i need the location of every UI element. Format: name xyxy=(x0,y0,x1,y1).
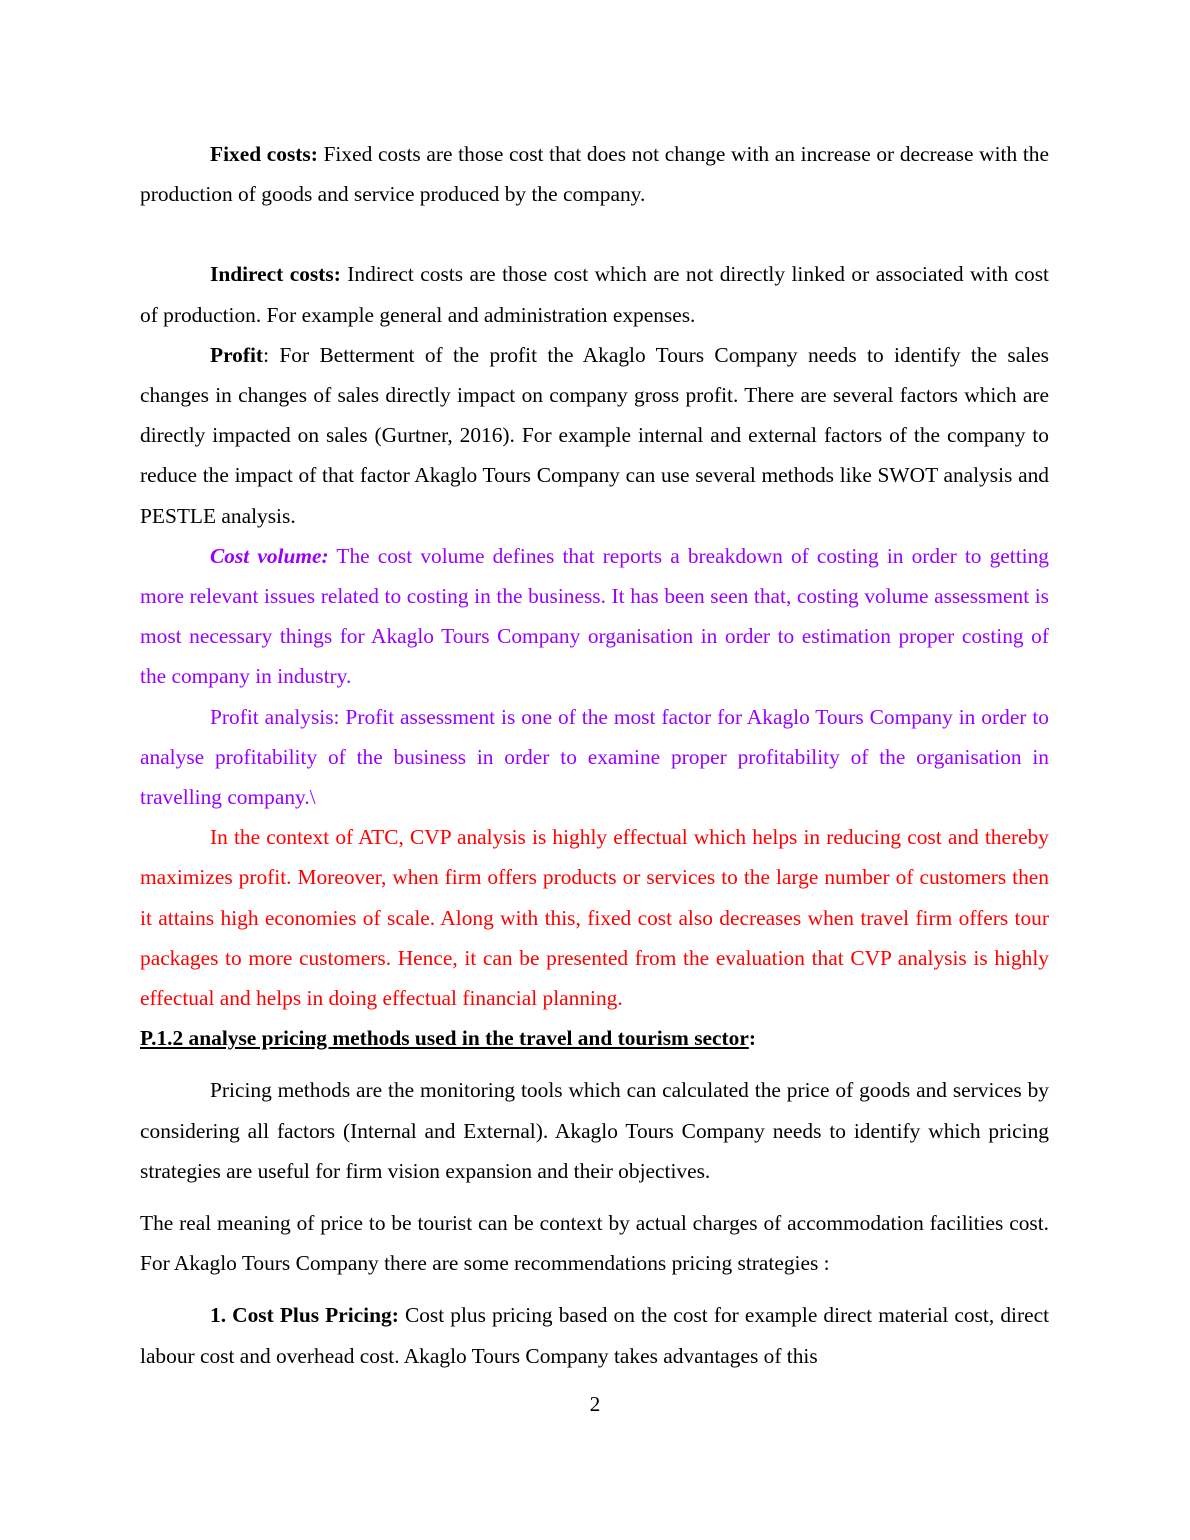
term-cost-plus: 1. Cost Plus Pricing: xyxy=(210,1303,399,1328)
text-profit-analysis: Profit analysis: Profit assessment is one of the most factor for Akaglo Tours Company in order to analyse profitability of the business in order to examine proper profitability of the organisation in travelling company.\ xyxy=(140,704,1049,810)
text-pricing-methods: Pricing methods are the monitoring tools which can calculated the price of goods and services by considering all factors (Internal and External). Akaglo Tours Company needs to identify which pricing strategies are useful for firm vision expansion and their objectives. xyxy=(140,1078,1049,1183)
text-real-meaning: The real meaning of price to be tourist can be context by actual charges of accommodation facilities cost. For Akaglo Tours Company there are some recommendations pricing strategies : xyxy=(140,1211,1049,1276)
paragraph-fixed-costs xyxy=(140,134,1049,214)
paragraph-cvp-context xyxy=(140,817,1049,1018)
text-cvp-context: In the context of ATC, CVP analysis is highly effectual which helps in reducing cost and thereby maximizes profit. Moreover, when firm offers products or services to the large number of customers then it attains high economies of scale. Along with this, fixed cost also decreases when travel firm offers tour packages to more customers. Hence, it can be presented from the evaluation that CVP analysis is highly effectual and helps in doing effectual financial planning. xyxy=(140,825,1049,1011)
section-heading-text: P.1.2 analyse pricing methods used in the travel and tourism sector xyxy=(140,1026,749,1051)
term-indirect-costs: Indirect costs: xyxy=(210,262,341,287)
paragraph-cost-volume xyxy=(140,536,1049,697)
term-profit: Profit xyxy=(210,342,264,367)
section-heading xyxy=(140,1018,1049,1058)
text-cost-plus: Cost plus pricing based on the cost for example direct material cost, direct labour cost and overhead cost. Akaglo Tours Company takes advantages of this xyxy=(140,1303,1050,1368)
term-fixed-costs: Fixed costs: xyxy=(210,142,318,166)
paragraph-indirect-costs xyxy=(140,254,1049,334)
section-heading-suffix: : xyxy=(748,1026,756,1051)
paragraph-real-meaning xyxy=(140,1203,1049,1283)
text-fixed-costs: Fixed costs are those cost that does not change with an increase or decrease with the production of goods and service produced by the company. xyxy=(140,142,1049,207)
paragraph-profit xyxy=(140,335,1049,536)
term-cost-volume: Cost volume: xyxy=(210,543,329,568)
paragraph-pricing-methods xyxy=(140,1070,1049,1191)
page-number: 2 xyxy=(589,1392,601,1416)
paragraph-profit-analysis xyxy=(140,697,1049,818)
text-indirect-costs: Indirect costs are those cost which are not directly linked or associated with cost of production. For example general and administration expenses. xyxy=(140,262,1049,327)
document-body xyxy=(140,134,1049,1376)
paragraph-cost-plus xyxy=(140,1295,1049,1375)
text-cost-volume: The cost volume defines that reports a breakdown of costing in order to getting more relevant issues related to costing in the business. It has been seen that, costing volume assessment is most necessary things for Akaglo Tours Company organisation in order to estimation proper costing of the company in industry. xyxy=(140,543,1049,689)
text-profit: : For Betterment of the profit the Akaglo Tours Company needs to identify the sales changes in changes of sales directly impact on company gross profit. There are several factors which are directly impacted on sales (Gurtner, 2016). For example internal and external factors of the company to reduce the impact of that factor Akaglo Tours Company can use several methods like SWOT analysis and PESTLE analysis. xyxy=(140,342,1049,528)
